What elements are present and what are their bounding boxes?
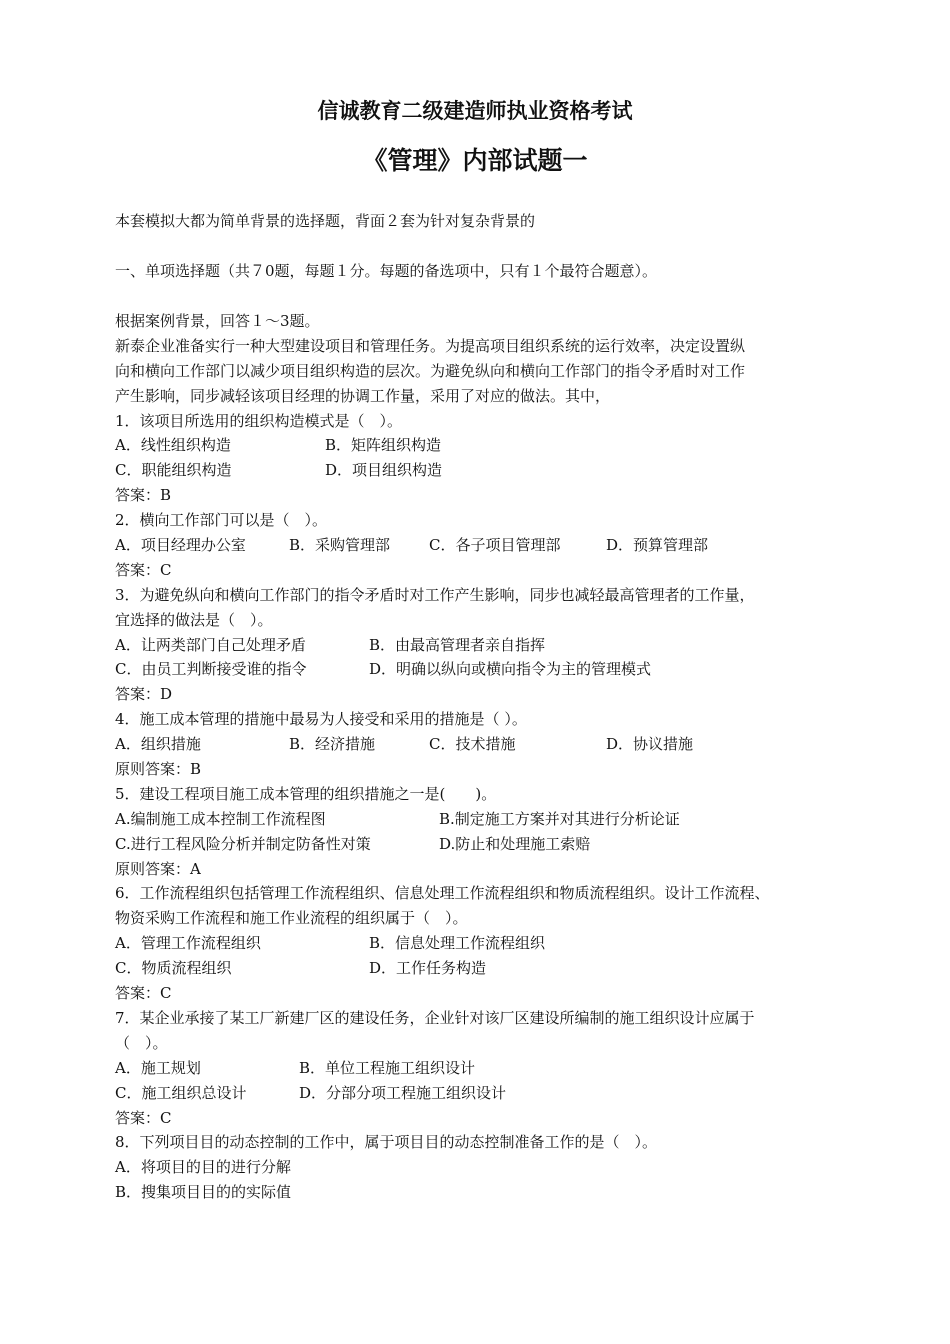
question-stem: 4．施工成本管理的措施中最易为人接受和采用的措施是（ ）。	[115, 710, 527, 729]
option-b: B.制定施工方案并对其进行分析论证	[439, 809, 680, 828]
option-row	[115, 458, 875, 483]
question-stem-cont: （ ）。	[115, 1033, 168, 1052]
option-d: D．预算管理部	[606, 536, 709, 555]
question-stem: 1．该项目所选用的组织构造模式是（ ）。	[115, 411, 403, 430]
option-a: A．组织措施	[115, 735, 201, 754]
option-b: B．单位工程施工组织设计	[299, 1058, 476, 1077]
option-c: C．各子项目管理部	[429, 536, 561, 555]
answer: 原则答案：B	[115, 760, 202, 779]
option-a: A．管理工作流程组织	[115, 934, 261, 953]
option-row	[115, 1081, 875, 1106]
case-text-line: 产生影响，同步减轻该项目经理的协调工作量，采用了对应的做法。其中，	[115, 386, 611, 405]
question-stem: 6．工作流程组织包括管理工作流程组织、信息处理工作流程组织和物质流程组织。设计工作流程、	[115, 884, 770, 903]
answer: 答案：C	[115, 1108, 172, 1127]
case-prompt: 根据案例背景，回答１～3题。	[115, 312, 320, 330]
option-row	[115, 657, 875, 682]
option-c: C．职能组织构造	[115, 461, 232, 480]
question-stem: 7．某企业承接了某工厂新建厂区的建设任务，企业针对该厂区建设所编制的施工组织设计应属于	[115, 1008, 755, 1027]
option-c: C．技术措施	[429, 735, 516, 754]
option-row	[115, 1056, 875, 1081]
case-text-line: 向和横向工作部门以减少项目组织构造的层次。为避免纵向和横向工作部门的指令矛盾时对工作	[115, 361, 746, 380]
document-title: 信诚教育二级建造师执业资格考试	[317, 99, 633, 123]
question-stem: 5．建设工程项目施工成本管理的组织措施之一是( )。	[115, 784, 497, 803]
answer: 原则答案：A	[115, 859, 201, 878]
question-stem-cont: 物资采购工作流程和施工作业流程的组织属于（ ）。	[115, 909, 468, 928]
answer: 答案：C	[115, 984, 172, 1003]
option-d: D．项目组织构造	[325, 461, 443, 480]
document-subtitle: 《管理》内部试题一	[362, 146, 588, 175]
option-row	[115, 832, 875, 857]
option-a: A．将项目的目的进行分解	[115, 1158, 291, 1177]
option-d: D．协议措施	[606, 735, 694, 754]
answer: 答案：D	[115, 685, 173, 704]
option-row	[115, 732, 875, 757]
intro-text: 本套模拟大都为简单背景的选择题，背面２套为针对复杂背景的	[115, 212, 536, 230]
option-b: B．由最高管理者亲自指挥	[369, 635, 546, 654]
option-c: C．施工组织总设计	[115, 1083, 247, 1102]
option-b: B．信息处理工作流程组织	[369, 934, 546, 953]
option-b: B．搜集项目目的的实际值	[115, 1183, 292, 1202]
option-row	[115, 633, 875, 658]
option-d: D.防止和处理施工索赔	[439, 834, 591, 853]
option-row	[115, 433, 875, 458]
option-row	[115, 533, 875, 558]
option-b: B．采购管理部	[289, 536, 391, 555]
option-b: B．矩阵组织构造	[325, 436, 442, 455]
option-a: A．让两类部门自己处理矛盾	[115, 635, 306, 654]
option-row	[115, 956, 875, 981]
option-c: C.进行工程风险分析并制定防备性对策	[115, 834, 371, 853]
section-heading: 一、单项选择题（共７0题，每题１分。每题的备选项中，只有１个最符合题意）。	[115, 261, 658, 280]
intro-block	[115, 209, 875, 284]
question-stem-cont: 宜选择的做法是（ ）。	[115, 610, 273, 629]
answer: 答案：C	[115, 560, 172, 579]
option-b: B．经济措施	[289, 735, 376, 754]
option-a: A．施工规划	[115, 1058, 201, 1077]
option-row	[115, 931, 875, 956]
option-a: A．线性组织构造	[115, 436, 231, 455]
option-d: D．分部分项工程施工组织设计	[299, 1083, 507, 1102]
option-d: D．明确以纵向或横向指令为主的管理模式	[369, 660, 652, 679]
question-block	[115, 309, 875, 1205]
answer: 答案：B	[115, 486, 172, 505]
option-row	[115, 807, 875, 832]
question-stem: 8．下列项目目的动态控制的工作中，属于项目目的动态控制准备工作的是（ ）。	[115, 1133, 658, 1152]
option-c: C．物质流程组织	[115, 959, 232, 978]
case-text-line: 新泰企业准备实行一种大型建设项目和管理任务。为提高项目组织系统的运行效率，决定设置纵	[115, 336, 746, 355]
option-d: D．工作任务构造	[369, 959, 487, 978]
option-a: A.编制施工成本控制工作流程图	[115, 809, 326, 828]
option-c: C．由员工判断接受谁的指令	[115, 660, 307, 679]
question-stem: 2．横向工作部门可以是（ ）。	[115, 511, 328, 530]
question-stem: 3．为避免纵向和横向工作部门的指令矛盾时对工作产生影响，同步也减轻最高管理者的工作量，	[115, 585, 755, 604]
option-a: A．项目经理办公室	[115, 536, 246, 555]
